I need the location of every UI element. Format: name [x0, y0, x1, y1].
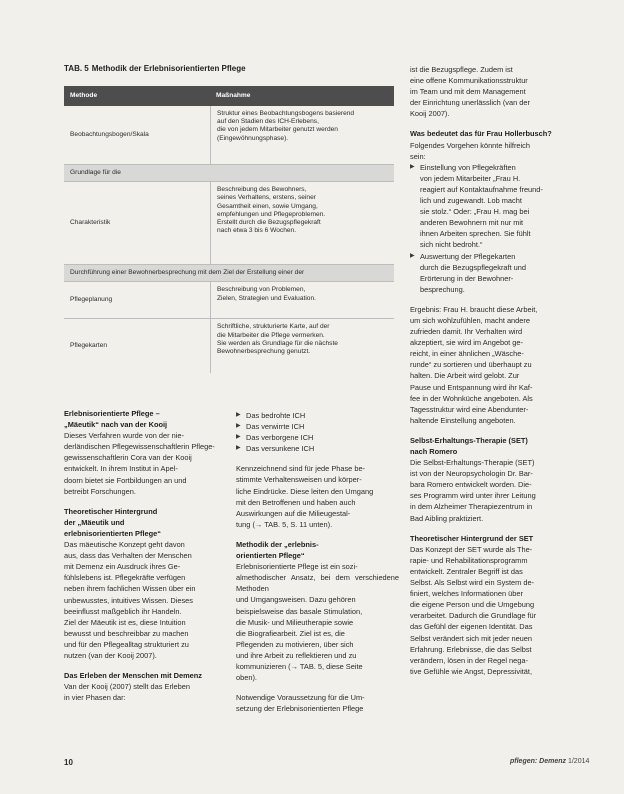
- row-method: Charakteristik: [70, 219, 111, 227]
- text-column-3: [410, 64, 574, 677]
- table-number: TAB. 5: [64, 64, 89, 73]
- row-measure: [210, 106, 394, 164]
- section-heading: Theoretischer Hintergrund der SET: [410, 533, 534, 543]
- section-heading: Erlebnisorientierte Pflege – „Mäeutik“ nach van der Kooij: [64, 409, 168, 430]
- paragraph: Das Konzept der SET wurde als The- rapie- und Rehabilitationsprogramm entwickelt. Zentraler Begriff ist das Selbst. Als Selbst wird ein System de- finiert, welches Informationen über die eigene Person und die Umgebung verarbeitet. Dadurch die Grundlage für das Gefühl der eigenen Identität. Das Selbst verändert sich mit jeder neuen Erfahrung. Erlebnisse, die das Selbst verändern, lösen in der Regel nega- tive Gefühle wie Angst, Depressivität,: [410, 544, 537, 676]
- measure-line: Beschreibung von Problemen,: [217, 286, 306, 294]
- row-measure: [210, 182, 394, 264]
- journal-issue: 1/2014: [567, 758, 590, 765]
- measure-line: Bewohnerbesprechung genutzt.: [217, 348, 311, 356]
- row-method: Beobachtungsbogen/Skala: [70, 130, 149, 138]
- paragraph: Die Selbst-Erhaltungs-Therapie (SET) ist von der Neuropsychologin Dr. Bar- bara Romero entwickelt worden. Die- ses Programm wird unter ihrer Leitung in dem Alzheimer Therapiezentrum in Bad Aibling praktiziert.: [410, 458, 536, 523]
- measure-line: Beschreibung des Bewohners,: [217, 186, 307, 194]
- measure-line: Zielen, Strategien und Evaluation.: [217, 294, 316, 302]
- list-item: ▶ Das bedrohte ICH: [236, 410, 399, 421]
- paragraph: Ergebnis: Frau H. braucht diese Arbeit, um sich wohlzufühlen, macht andere zufrieden damit. Ihr Verhalten wird akzeptiert, sie wird im Angebot ge- reicht, in einer ähnlichen „Wäsche- runde“ zu sortieren und überhaupt zu halten. Die Arbeit wird gelobt. Zur Pause und Entspannung wird ihr Kaf- fee in der Wohnküche angeboten. Als Tagesstruktur wird eine Abendunter- haltende Einstellung angeboten.: [410, 304, 538, 425]
- measure-line: (Eingewöhnungsphase).: [217, 134, 289, 142]
- measure-line: Schriftliche, strukturierte Karte, auf der: [217, 323, 330, 331]
- section-heading: Methodik der „erlebnis- orientierten Pflege“: [236, 539, 319, 561]
- table-group-row: Durchführung einer Bewohnerbesprechung mit dem Ziel der Erstellung einer der: [64, 265, 394, 282]
- measure-line: Erstellt durch die Bezugspflegekraft: [217, 219, 321, 227]
- measure-line: Gesamtheit einen, sowie Umgang,: [217, 202, 318, 210]
- section-heading: Was bedeutet das für Frau Hollerbusch?: [410, 129, 552, 139]
- list-item: ▶ Auswertung der Pflegekarten durch die Bezugspflegekraft und Erörterung in der Bewohner- besprechung.: [410, 251, 574, 295]
- measure-line: die Mitarbeiter die Pflege vermerken.: [217, 331, 325, 339]
- list-item: ▶ Das verborgene ICH: [236, 432, 399, 443]
- paragraph: Kennzeichnend sind für jede Phase be- stimmte Verhaltensweisen und körper- liche Eindrücke. Diese leiten den Umgang mit den Betroffenen und haben auch Auswirkungen auf die Milieugestal- tung (→ TAB. 5, S. 11 unten).: [236, 464, 374, 529]
- paragraph: ist die Bezugspflege. Zudem ist eine offene Kommunikationsstruktur im Team und mit dem Management der Einrichtung unerlässlich (van der Kooij 2007).: [410, 65, 530, 119]
- phase-list: [236, 410, 399, 454]
- paragraph: Erlebnisorientierte Pflege ist ein sozi- almethodischer Ansatz, bei dem verschiedene Methoden und Umgangsweisen. Dazu gehören beispielsweise das basale Stimulation, die Musik- und Milieutherapie sowie die Biografiearbeit. Ziel ist es, die Pflegenden zu motivieren, über sich und ihre Arbeit zu reflektieren und zu kommunizieren (→ TAB. 5, diese Seite oben).: [236, 562, 399, 683]
- list-item: ▶ Das verwirrte ICH: [236, 421, 399, 432]
- paragraph: Notwendige Voraussetzung für die Um- setzung der Erlebnisorientierten Pflege: [236, 693, 365, 714]
- table-title: [64, 64, 246, 73]
- row-method: Pflegekarten: [70, 342, 108, 350]
- bullet-list: [410, 162, 574, 295]
- text-column-1: [64, 408, 234, 703]
- row-measure: [210, 282, 394, 318]
- paragraph: Folgendes Vorgehen könnte hilfreich sein:: [410, 140, 530, 161]
- measure-line: nach etwa 3 bis 6 Wochen.: [217, 227, 297, 235]
- table-row: [64, 319, 394, 373]
- table-title-text: Methodik der Erlebnisorientierten Pflege: [91, 64, 246, 73]
- table-row: [64, 106, 394, 165]
- header-method: Methode: [70, 91, 98, 99]
- header-measure: Maßnahme: [216, 91, 251, 99]
- section-heading: Selbst-Erhaltungs-Therapie (SET) nach Romero: [410, 435, 528, 456]
- list-item: ▶ Das versunkene ICH: [236, 443, 399, 454]
- measure-line: Struktur eines Beobachtungsbogens basierend: [217, 110, 355, 117]
- measure-line: seines Verhaltens, erstens, seiner: [217, 194, 316, 202]
- table-header: [64, 86, 394, 106]
- journal-footer: [510, 758, 589, 765]
- list-item: ▶ Einstellung von Pflegekräften von jedem Mitarbeiter „Frau H. reagiert auf Kontaktaufnahme freund- lich und zugewandt. Lob macht sie stolz.“ Oder: „Frau H. mag bei anderen Bewohnern mit nur mit ihnen Arbeiten sprechen. Sie fühlt sich nicht bedroht.“: [410, 162, 574, 251]
- paragraph: Van der Kooij (2007) stellt das Erleben in vier Phasen dar:: [64, 682, 190, 703]
- paragraph: Dieses Verfahren wurde von der nie- derländischen Pflegewissenschaftlerin Pflege- gewissenschaftlerin Cora van der Kooij entwickelt. In ihrem Institut in Apel- doorn bietet sie Fortbildungen an und betreibt Forschungen.: [64, 431, 215, 496]
- page-number: 10: [64, 758, 73, 767]
- measure-line: auf den Stadien des ICH-Erlebens,: [217, 118, 319, 126]
- journal-name: pflegen: Demenz: [510, 758, 567, 765]
- row-method: Pflegeplanung: [70, 296, 113, 304]
- section-heading: Das Erleben der Menschen mit Demenz: [64, 671, 203, 681]
- table-row: [64, 182, 394, 265]
- measure-line: Sie werden als Grundlage für die nächste: [217, 339, 338, 347]
- table-row: [64, 282, 394, 319]
- methods-table: [64, 86, 394, 373]
- text-column-2: [236, 410, 399, 714]
- row-measure: [210, 319, 394, 373]
- measure-line: empfehlungen und Pflegeproblemen.: [217, 210, 326, 218]
- measure-line: die von jedem Mitarbeiter genutzt werden: [217, 126, 338, 134]
- paragraph: Das mäeutische Konzept geht davon aus, dass das Verhalten der Menschen mit Demenz ein Ausdruck ihres Ge- fühlslebens ist. Pflegekräfte verfügen neben ihrem fachlichen Wissen über ein unbewusstes, intuitives Wissen. Dieses beeinflusst maßgeblich ihr Handeln. Ziel der Mäeutik ist es, diese Intuition bewusst und beschreibbar zu machen und für den Pflegealltag strukturiert zu nutzen (van der Kooij 2007).: [64, 540, 196, 660]
- table-group-row: Grundlage für die: [64, 165, 394, 182]
- section-heading: Theoretischer Hintergrund der „Mäeutik und erlebnisorientierten Pflege“: [64, 506, 161, 538]
